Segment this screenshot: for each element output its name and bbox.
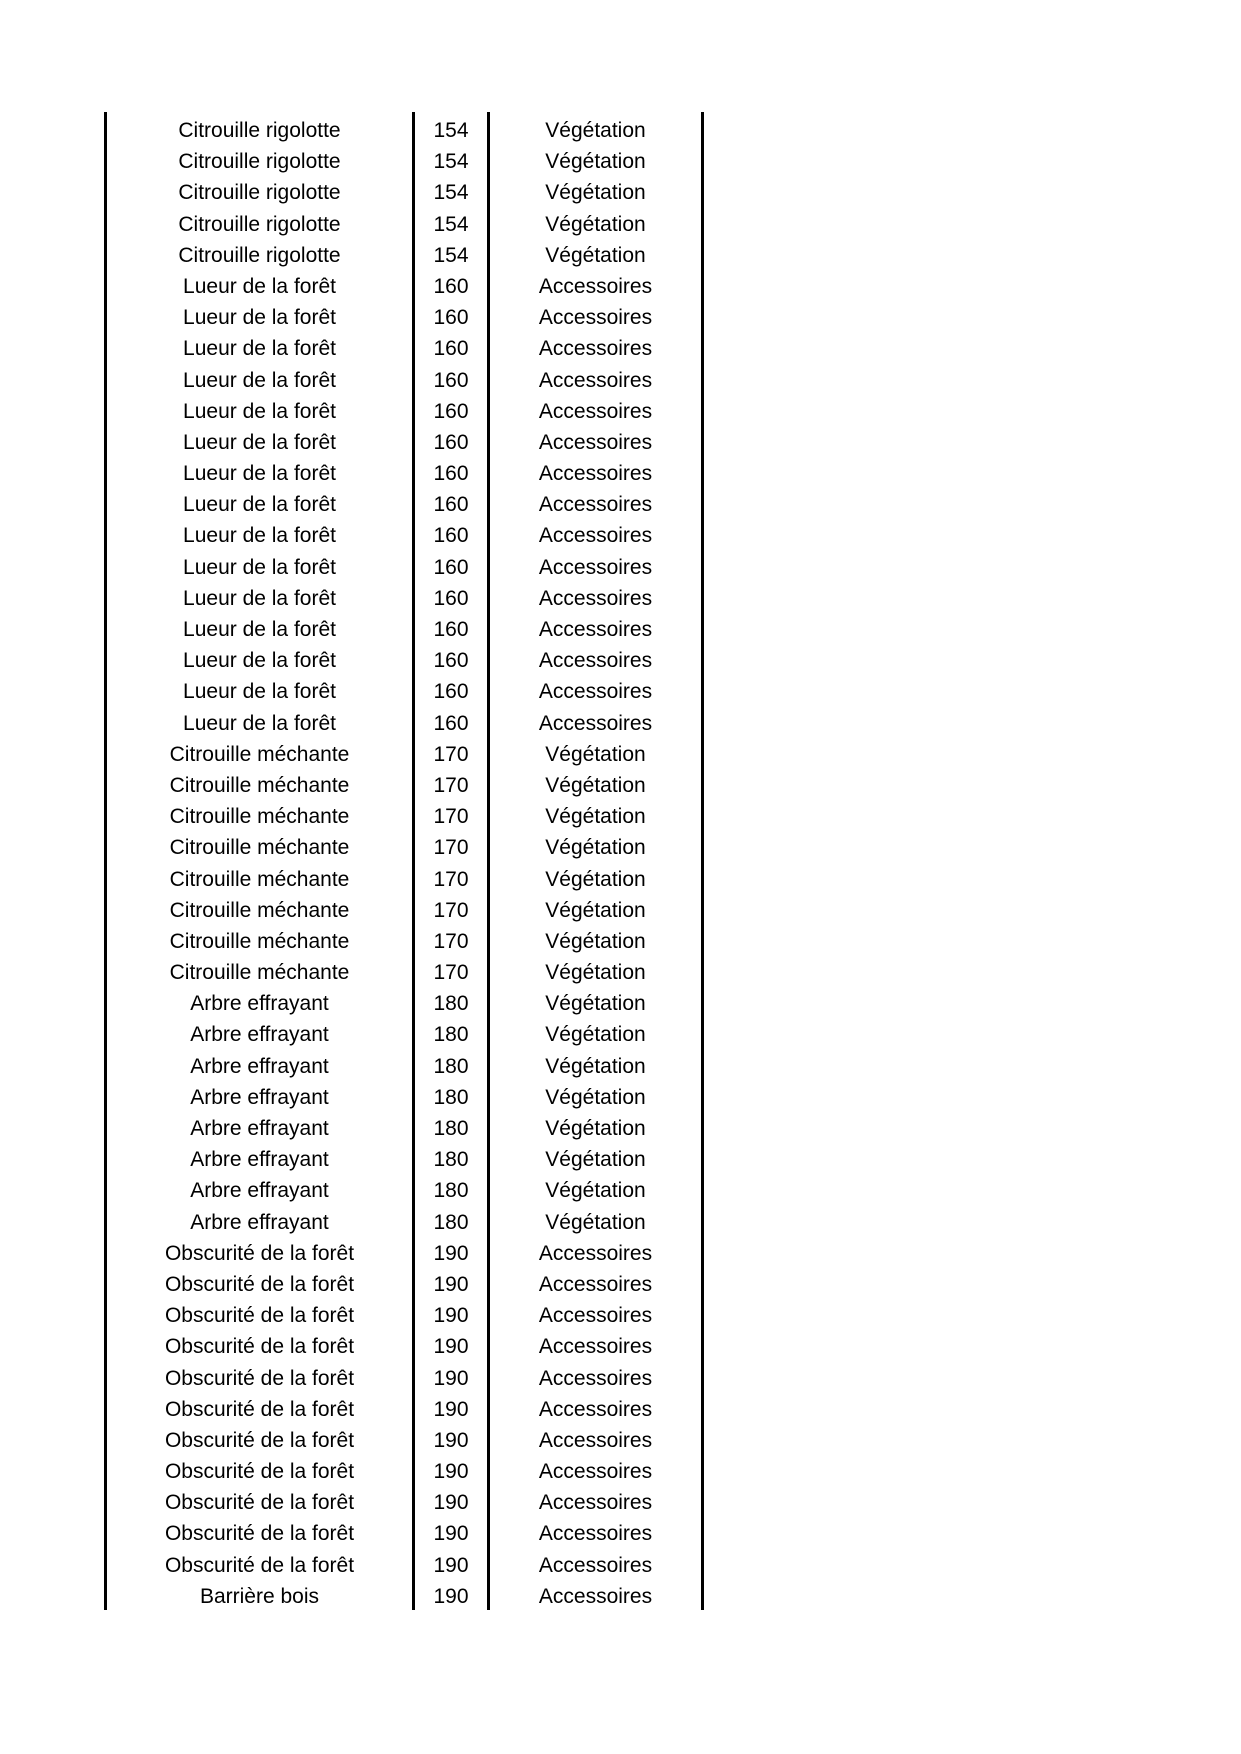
cell-number[interactable]: 160 [433, 649, 469, 673]
cell-category[interactable]: Accessoires [538, 430, 653, 454]
table-row [104, 1238, 704, 1269]
cell-category[interactable]: Végétation [545, 1148, 646, 1172]
cell-number[interactable]: 190 [433, 1272, 469, 1296]
cell-number[interactable]: 190 [433, 1366, 469, 1390]
cell-number[interactable]: 160 [433, 618, 469, 641]
cell-number[interactable]: 180 [433, 1210, 469, 1234]
cell-name[interactable]: Citrouille rigolotte [178, 243, 341, 267]
cell-category[interactable]: Végétation [545, 150, 646, 174]
cell-category[interactable]: Végétation [545, 212, 646, 236]
cell-category[interactable]: Végétation [545, 805, 646, 829]
table-row [104, 333, 704, 364]
cell-number[interactable]: 180 [433, 1117, 469, 1140]
table-row [104, 770, 704, 801]
cell-number[interactable]: 160 [433, 711, 469, 735]
cell-category[interactable]: Accessoires [538, 1584, 653, 1608]
cell-number[interactable]: 190 [433, 1522, 469, 1546]
table-row [104, 552, 704, 583]
table-row [104, 1019, 704, 1050]
table-row [104, 396, 704, 427]
cell-number[interactable]: 170 [433, 961, 469, 985]
cell-name[interactable]: Lueur de la forêt [183, 555, 336, 579]
table-row [104, 1113, 704, 1144]
table-row [104, 864, 704, 895]
cell-name[interactable]: Lueur de la forêt [183, 649, 336, 673]
cell-number[interactable]: 190 [433, 1460, 469, 1484]
cell-name[interactable]: Lueur de la forêt [183, 462, 336, 486]
cell-number[interactable]: 170 [433, 773, 469, 797]
cell-number[interactable]: 170 [433, 805, 469, 829]
cell-category[interactable]: Accessoires [538, 1397, 653, 1421]
cell-name[interactable]: Obscurité de la forêt [164, 1553, 355, 1577]
table-row [104, 583, 704, 614]
cell-number[interactable]: 154 [433, 150, 469, 174]
cell-number[interactable]: 160 [433, 462, 469, 486]
cell-category[interactable]: Accessoires [538, 1241, 653, 1265]
table-row [104, 1269, 704, 1300]
cell-name[interactable]: Citrouille méchante [169, 773, 350, 797]
cell-name[interactable]: Obscurité de la forêt [164, 1241, 355, 1265]
cell-name[interactable]: Arbre effrayant [190, 1054, 329, 1078]
table-row [104, 1051, 704, 1082]
cell-category[interactable]: Accessoires [538, 586, 653, 610]
cell-category[interactable]: Végétation [545, 742, 646, 766]
cell-category[interactable]: Végétation [545, 898, 646, 922]
table-row [104, 146, 704, 177]
cell-category[interactable]: Végétation [545, 1210, 646, 1234]
table-row [104, 177, 704, 208]
cell-number[interactable]: 190 [433, 1397, 469, 1421]
table-rows [104, 115, 704, 1612]
cell-category[interactable]: Accessoires [538, 649, 653, 673]
cell-category[interactable]: Végétation [545, 1054, 646, 1078]
cell-number[interactable]: 160 [433, 586, 469, 610]
cell-name[interactable]: Arbre effrayant [190, 1117, 329, 1140]
cell-name[interactable]: Barrière bois [199, 1584, 320, 1608]
cell-number[interactable]: 190 [433, 1304, 469, 1328]
table-row [104, 271, 704, 302]
cell-category[interactable]: Accessoires [538, 274, 653, 298]
cell-category[interactable]: Accessoires [538, 399, 653, 423]
table-row [104, 614, 704, 645]
cell-number[interactable]: 170 [433, 929, 469, 953]
cell-category[interactable]: Végétation [545, 961, 646, 985]
cell-name[interactable]: Lueur de la forêt [183, 711, 336, 735]
cell-category[interactable]: Accessoires [538, 524, 653, 548]
cell-name[interactable]: Citrouille méchante [169, 742, 350, 766]
table-row [104, 1425, 704, 1456]
cell-number[interactable]: 160 [433, 368, 469, 392]
cell-number[interactable]: 160 [433, 274, 469, 298]
table-row [104, 708, 704, 739]
cell-number[interactable]: 160 [433, 524, 469, 548]
cell-category[interactable]: Accessoires [538, 1553, 653, 1577]
cell-name[interactable]: Lueur de la forêt [183, 524, 336, 548]
cell-number[interactable]: 170 [433, 836, 469, 860]
cell-category[interactable]: Accessoires [538, 711, 653, 735]
table-row [104, 489, 704, 520]
cell-number[interactable]: 160 [433, 430, 469, 454]
table-row [104, 739, 704, 770]
table-row [104, 1082, 704, 1113]
cell-category[interactable]: Accessoires [538, 337, 653, 361]
table-row [104, 1300, 704, 1331]
cell-name[interactable]: Arbre effrayant [190, 1085, 329, 1109]
table-row [104, 645, 704, 676]
cell-category[interactable]: Accessoires [538, 493, 653, 517]
cell-name[interactable]: Lueur de la forêt [183, 680, 336, 704]
cell-category[interactable]: Végétation [545, 1179, 646, 1203]
cell-number[interactable]: 190 [433, 1335, 469, 1359]
table-row [104, 676, 704, 707]
cell-number[interactable]: 190 [433, 1241, 469, 1265]
cell-name[interactable]: Obscurité de la forêt [164, 1460, 355, 1484]
cell-category[interactable]: Accessoires [538, 1522, 653, 1546]
cell-name[interactable]: Lueur de la forêt [183, 430, 336, 454]
cell-name[interactable]: Citrouille méchante [169, 929, 350, 953]
cell-number[interactable]: 160 [433, 680, 469, 704]
cell-number[interactable]: 180 [433, 1085, 469, 1109]
cell-name[interactable]: Citrouille méchante [169, 836, 350, 860]
cell-name[interactable]: Citrouille rigolotte [178, 150, 341, 174]
cell-category[interactable]: Végétation [545, 1117, 646, 1140]
cell-name[interactable]: Citrouille méchante [169, 961, 350, 985]
table-row [104, 988, 704, 1019]
cell-category[interactable]: Accessoires [538, 306, 653, 330]
cell-name[interactable]: Citrouille rigolotte [178, 212, 341, 236]
cell-name[interactable]: Citrouille méchante [169, 867, 350, 891]
cell-category[interactable]: Végétation [545, 181, 646, 205]
cell-number[interactable]: 180 [433, 992, 469, 1016]
cell-name[interactable]: Arbre effrayant [190, 992, 329, 1016]
cell-number[interactable]: 180 [433, 1179, 469, 1203]
cell-name[interactable]: Citrouille méchante [169, 805, 350, 829]
cell-name[interactable]: Obscurité de la forêt [164, 1491, 355, 1515]
cell-number[interactable]: 170 [433, 867, 469, 891]
cell-category[interactable]: Végétation [545, 1085, 646, 1109]
cell-category[interactable]: Accessoires [538, 1272, 653, 1296]
cell-name[interactable]: Arbre effrayant [190, 1148, 329, 1172]
cell-name[interactable]: Obscurité de la forêt [164, 1335, 355, 1359]
cell-name[interactable]: Obscurité de la forêt [164, 1397, 355, 1421]
cell-category[interactable]: Végétation [545, 867, 646, 891]
cell-number[interactable]: 170 [433, 898, 469, 922]
table-row [104, 240, 704, 271]
cell-name[interactable]: Lueur de la forêt [183, 274, 336, 298]
cell-name[interactable]: Obscurité de la forêt [164, 1272, 355, 1296]
cell-category[interactable]: Accessoires [538, 1304, 653, 1328]
cell-number[interactable]: 160 [433, 337, 469, 361]
table-row [104, 801, 704, 832]
cell-category[interactable]: Végétation [545, 836, 646, 860]
cell-number[interactable]: 160 [433, 555, 469, 579]
table-row [104, 1456, 704, 1487]
cell-name[interactable]: Lueur de la forêt [183, 399, 336, 423]
cell-category[interactable]: Végétation [545, 992, 646, 1016]
cell-name[interactable]: Obscurité de la forêt [164, 1304, 355, 1328]
cell-name[interactable]: Arbre effrayant [190, 1210, 329, 1234]
cell-category[interactable]: Accessoires [538, 1335, 653, 1359]
cell-number[interactable]: 160 [433, 493, 469, 517]
table-row [104, 895, 704, 926]
cell-name[interactable]: Lueur de la forêt [183, 493, 336, 517]
table-row [104, 1518, 704, 1549]
cell-category[interactable]: Végétation [545, 773, 646, 797]
cell-name[interactable]: Obscurité de la forêt [164, 1522, 355, 1546]
table-row [104, 1363, 704, 1394]
cell-number[interactable]: 154 [433, 119, 469, 142]
cell-name[interactable]: Arbre effrayant [190, 1179, 329, 1203]
table-row [104, 1394, 704, 1425]
spreadsheet-table [104, 112, 704, 1610]
cell-number[interactable]: 154 [433, 243, 469, 267]
cell-category[interactable]: Accessoires [538, 1366, 653, 1390]
table-row [104, 926, 704, 957]
cell-category[interactable]: Végétation [545, 119, 646, 142]
cell-name[interactable]: Lueur de la forêt [183, 586, 336, 610]
cell-number[interactable]: 160 [433, 399, 469, 423]
cell-number[interactable]: 160 [433, 306, 469, 330]
cell-name[interactable]: Lueur de la forêt [183, 618, 336, 641]
cell-name[interactable]: Citrouille méchante [169, 898, 350, 922]
cell-category[interactable]: Accessoires [538, 462, 653, 486]
cell-number[interactable]: 180 [433, 1054, 469, 1078]
cell-category[interactable]: Accessoires [538, 680, 653, 704]
cell-name[interactable]: Citrouille rigolotte [178, 119, 341, 142]
cell-category[interactable]: Accessoires [538, 618, 653, 641]
cell-number[interactable]: 154 [433, 212, 469, 236]
cell-number[interactable]: 190 [433, 1491, 469, 1515]
table-row [104, 458, 704, 489]
cell-category[interactable]: Accessoires [538, 555, 653, 579]
cell-name[interactable]: Lueur de la forêt [183, 368, 336, 392]
table-row [104, 832, 704, 863]
cell-name[interactable]: Arbre effrayant [190, 1023, 329, 1047]
cell-number[interactable]: 190 [433, 1428, 469, 1452]
cell-number[interactable]: 190 [433, 1584, 469, 1608]
table-row [104, 427, 704, 458]
cell-number[interactable]: 154 [433, 181, 469, 205]
table-row [104, 209, 704, 240]
cell-category[interactable]: Accessoires [538, 1491, 653, 1515]
cell-category[interactable]: Végétation [545, 243, 646, 267]
cell-name[interactable]: Lueur de la forêt [183, 306, 336, 330]
cell-number[interactable]: 170 [433, 742, 469, 766]
cell-name[interactable]: Citrouille rigolotte [178, 181, 341, 205]
table-row [104, 115, 704, 146]
cell-category[interactable]: Accessoires [538, 1428, 653, 1452]
table-row [104, 1207, 704, 1238]
cell-number[interactable]: 180 [433, 1023, 469, 1047]
cell-category[interactable]: Végétation [545, 929, 646, 953]
cell-number[interactable]: 180 [433, 1148, 469, 1172]
table-row [104, 1581, 704, 1612]
table-row [104, 1144, 704, 1175]
table-row [104, 957, 704, 988]
table-row [104, 1175, 704, 1206]
table-row [104, 520, 704, 551]
table-row [104, 1331, 704, 1362]
cell-name[interactable]: Lueur de la forêt [183, 337, 336, 361]
cell-category[interactable]: Accessoires [538, 368, 653, 392]
cell-category[interactable]: Végétation [545, 1023, 646, 1047]
table-row [104, 365, 704, 396]
cell-name[interactable]: Obscurité de la forêt [164, 1366, 355, 1390]
cell-category[interactable]: Accessoires [538, 1460, 653, 1484]
table-row [104, 1550, 704, 1581]
cell-number[interactable]: 190 [433, 1553, 469, 1577]
cell-name[interactable]: Obscurité de la forêt [164, 1428, 355, 1452]
table-row [104, 302, 704, 333]
table-row [104, 1487, 704, 1518]
